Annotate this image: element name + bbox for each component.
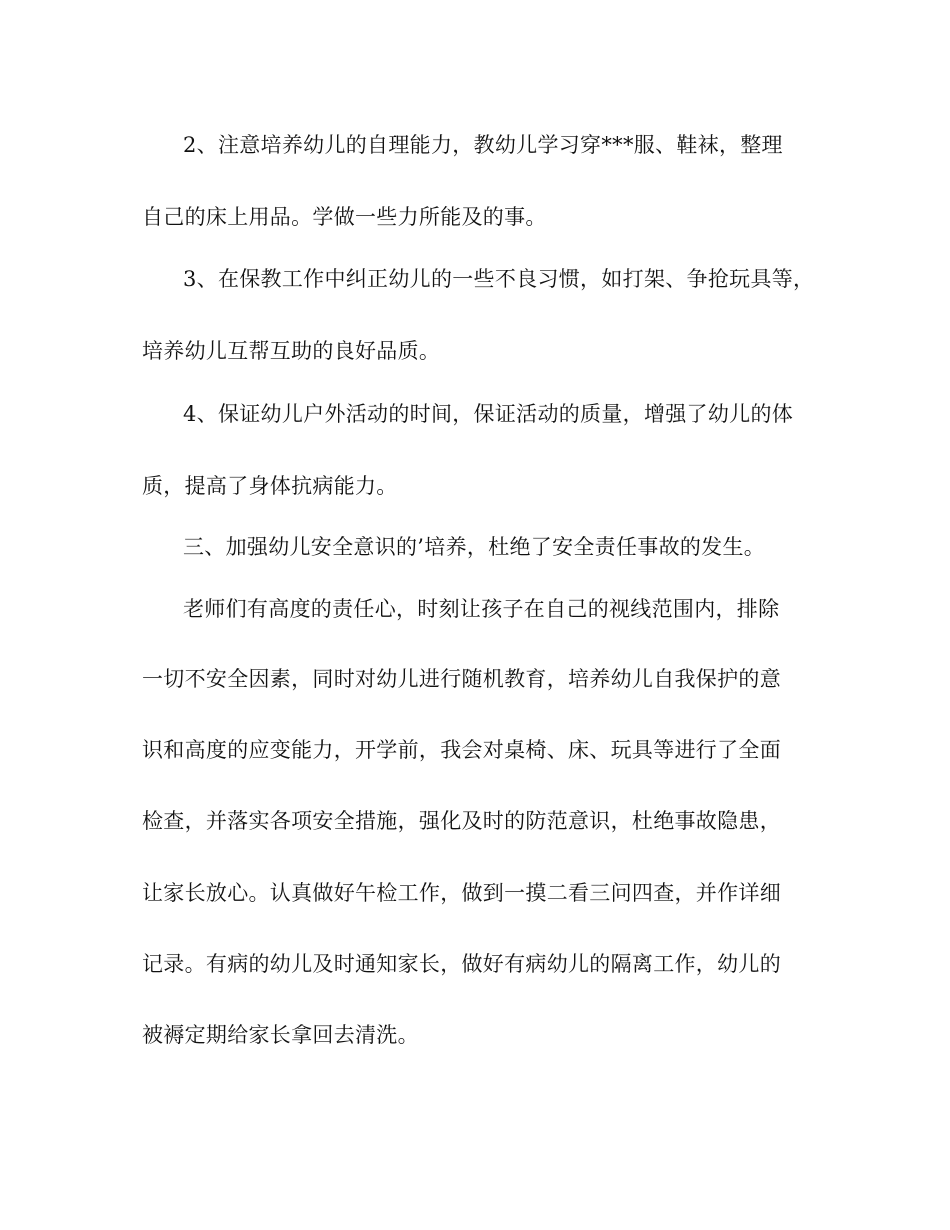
text-line: 识和高度的应变能力，开学前，我会对桌椅、床、玩具等进行了全面: [142, 738, 781, 762]
text-line: 老师们有高度的责任心，时刻让孩子在自己的视线范围内，排除: [183, 597, 780, 621]
text-line: 记录。有病的幼儿及时通知家长，做好有病幼儿的隔离工作，幼儿的: [142, 952, 781, 976]
text-line: 检查，并落实各项安全措施，强化及时的防范意识，杜绝事故隐患，: [142, 809, 781, 833]
text-line: 被褥定期给家长拿回去清洗。: [142, 1023, 419, 1047]
text-line: 培养幼儿互帮互助的良好品质。: [142, 339, 441, 363]
text-line: 一切不安全因素，同时对幼儿进行随机教育，培养幼儿自我保护的意: [142, 667, 781, 691]
text-line: 4、保证幼儿户外活动的时间，保证活动的质量，增强了幼儿的体: [183, 402, 794, 426]
text-line: 质，提高了身体抗病能力。: [142, 474, 398, 498]
text-line: 3、在保教工作中纠正幼儿的一些不良习惯，如打架、争抢玩具等，: [183, 267, 815, 291]
section-heading: 三、加强幼儿安全意识的’培养，杜绝了安全责任事故的发生。: [183, 535, 766, 559]
text-line: 自己的床上用品。学做一些力所能及的事。: [142, 205, 547, 229]
text-line: 让家长放心。认真做好午检工作，做到一摸二看三问四查，并作详细: [142, 881, 781, 905]
text-line: 2、注意培养幼儿的自理能力，教幼儿学习穿***服、鞋袜，整理: [183, 133, 783, 157]
